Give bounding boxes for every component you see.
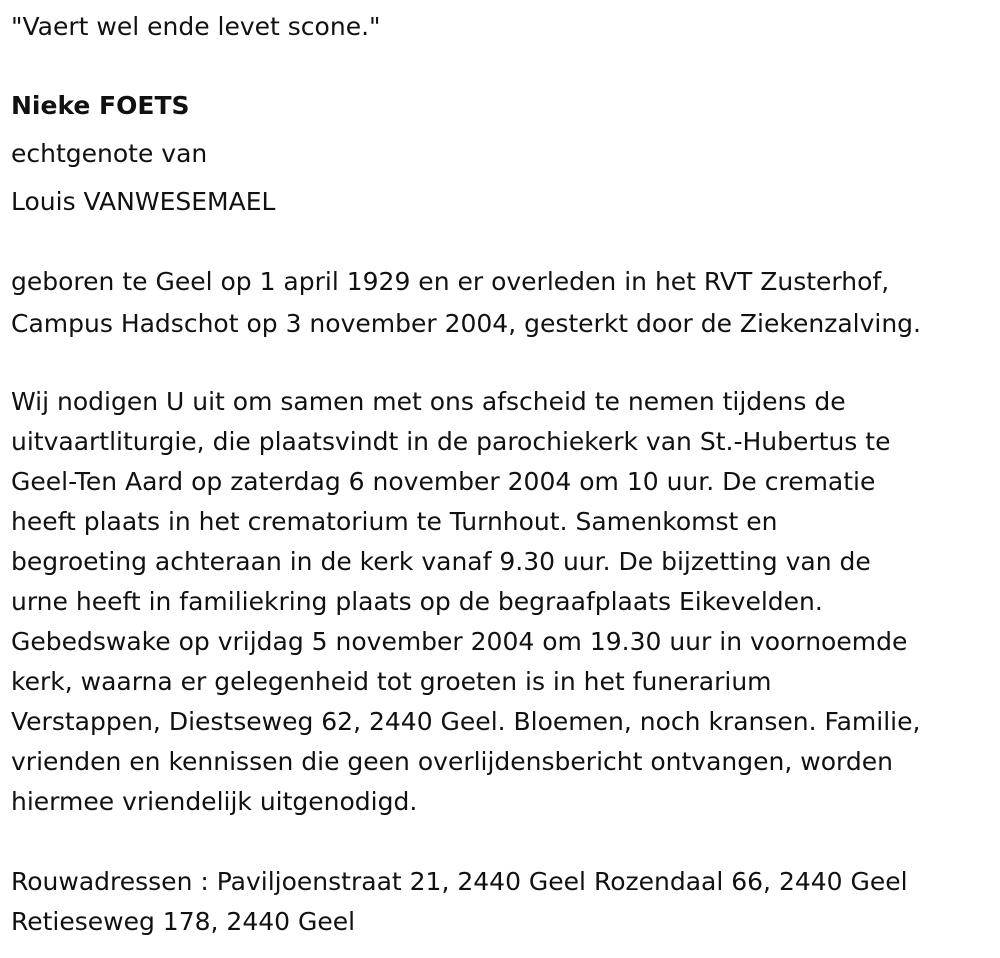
deceased-name: Nieke FOETS (11, 91, 190, 120)
text-line: Retieseweg 178, 2440 Geel (11, 907, 356, 936)
invitation-paragraph (11, 382, 920, 822)
text-line: kerk, waarna er gelegenheid tot groeten is in het funerarium (11, 667, 772, 696)
text-line: Verstappen, Diestseweg 62, 2440 Geel. Bloemen, noch kransen. Familie, (11, 707, 921, 736)
text-line: heeft plaats in het crematorium te Turnhout. Samenkomst en (11, 507, 778, 536)
text-line: Geel-Ten Aard op zaterdag 6 november 2004 om 10 uur. De crematie (11, 467, 876, 496)
text-line: Gebedswake op vrijdag 5 november 2004 om 19.30 uur in voornoemde (11, 627, 908, 656)
birth-death-paragraph (11, 261, 921, 345)
text-line: urne heeft in familiekring plaats op de begraafplaats Eikevelden. (11, 587, 823, 616)
text-line: geboren te Geel op 1 april 1929 en er overleden in het RVT Zusterhof, (11, 267, 890, 296)
text-line: hiermee vriendelijk uitgenodigd. (11, 787, 418, 816)
relation-text: echtgenote van (11, 139, 208, 168)
text-line: Wij nodigen U uit om samen met ons afscheid te nemen tijdens de (11, 387, 846, 416)
text-line: begroeting achteraan in de kerk vanaf 9.30 uur. De bijzetting van de (11, 547, 871, 576)
text-line: uitvaartliturgie, die plaatsvindt in de parochiekerk van St.-Hubertus te (11, 427, 891, 456)
quote-line: "Vaert wel ende levet scone." (11, 12, 381, 41)
spouse-name: Louis VANWESEMAEL (11, 187, 276, 216)
text-line: Campus Hadschot op 3 november 2004, gesterkt door de Ziekenzalving. (11, 309, 921, 338)
text-line: vrienden en kennissen die geen overlijdensbericht ontvangen, worden (11, 747, 893, 776)
addresses-paragraph (11, 862, 908, 942)
text-line: Rouwadressen : Paviljoenstraat 21, 2440 Geel Rozendaal 66, 2440 Geel (11, 867, 908, 896)
